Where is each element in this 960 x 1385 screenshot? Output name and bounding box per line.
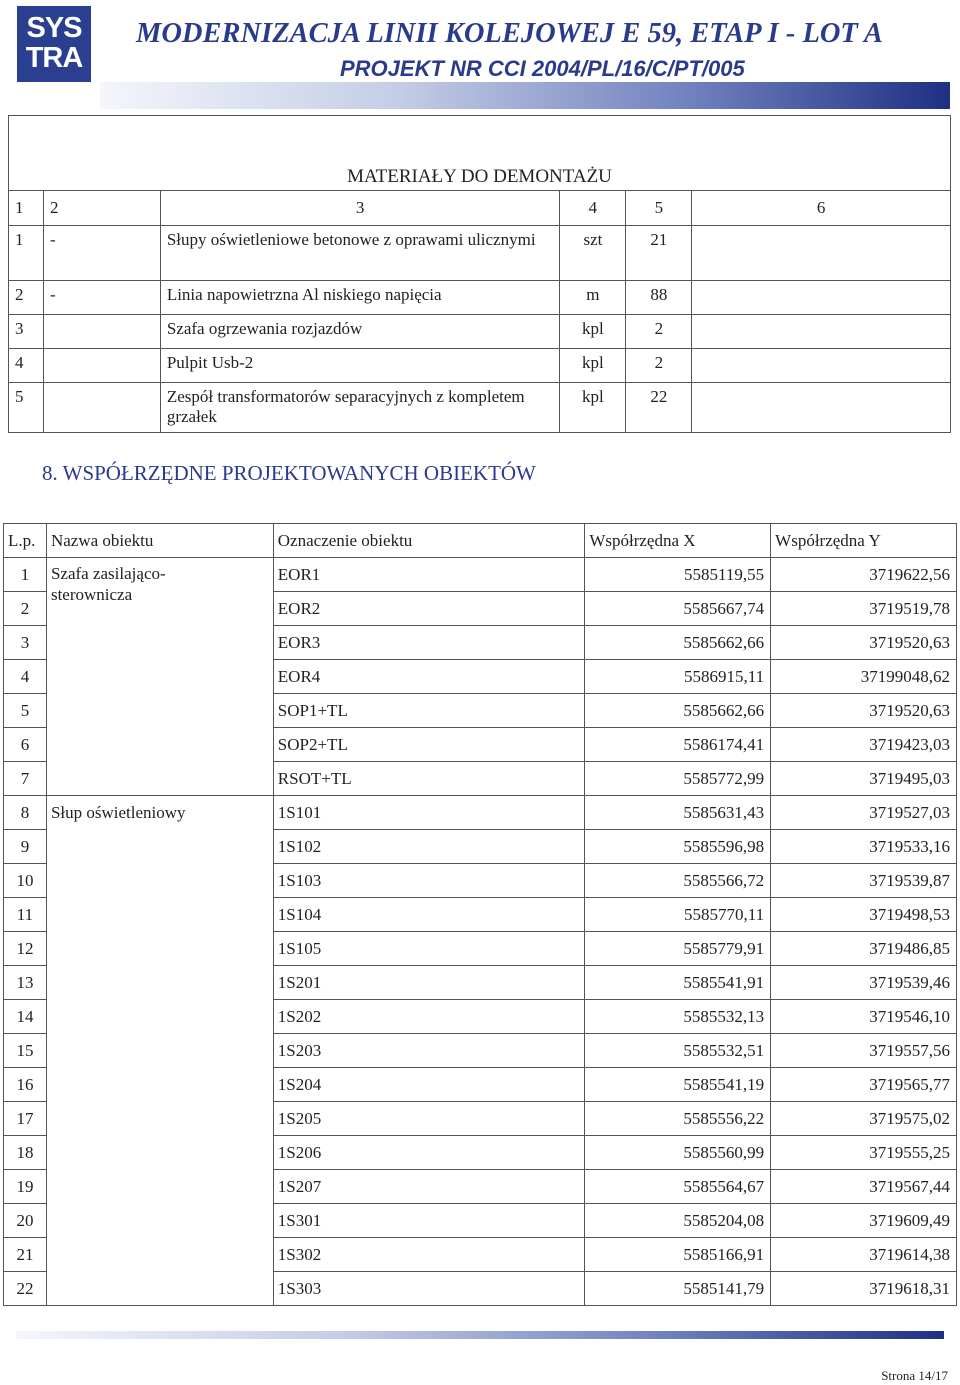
row-y: 3719495,03 bbox=[771, 762, 957, 796]
row-name: Słupy oświetleniowe betonowe z oprawami ulicznymi bbox=[160, 226, 560, 281]
row-lp: 20 bbox=[4, 1204, 47, 1238]
row-id: 1S206 bbox=[273, 1136, 585, 1170]
col-number: 6 bbox=[692, 191, 951, 226]
table-row bbox=[9, 281, 951, 315]
row-x: 5585141,79 bbox=[585, 1272, 771, 1306]
row-dash: - bbox=[43, 226, 160, 281]
row-lp: 2 bbox=[9, 281, 44, 315]
company-logo bbox=[17, 6, 91, 82]
row-lp: 18 bbox=[4, 1136, 47, 1170]
footer-gradient-band bbox=[16, 1331, 944, 1339]
row-dash bbox=[43, 383, 160, 433]
row-y: 3719423,03 bbox=[771, 728, 957, 762]
row-y: 37199048,62 bbox=[771, 660, 957, 694]
row-y: 3719520,63 bbox=[771, 694, 957, 728]
row-id: 1S303 bbox=[273, 1272, 585, 1306]
row-id: 1S203 bbox=[273, 1034, 585, 1068]
section-heading: 8. WSPÓŁRZĘDNE PROJEKTOWANYCH OBIEKTÓW bbox=[42, 461, 536, 485]
row-lp: 21 bbox=[4, 1238, 47, 1272]
row-id: RSOT+TL bbox=[273, 762, 585, 796]
row-id: 1S102 bbox=[273, 830, 585, 864]
row-x: 5585772,99 bbox=[585, 762, 771, 796]
row-id: 1S302 bbox=[273, 1238, 585, 1272]
row-y: 3719520,63 bbox=[771, 626, 957, 660]
row-y: 3719486,85 bbox=[771, 932, 957, 966]
row-lp: 5 bbox=[4, 694, 47, 728]
row-x: 5586915,11 bbox=[585, 660, 771, 694]
row-lp: 4 bbox=[4, 660, 47, 694]
row-x: 5585566,72 bbox=[585, 864, 771, 898]
object-name-group2 bbox=[46, 796, 273, 1306]
row-x: 5585532,13 bbox=[585, 1000, 771, 1034]
row-lp: 12 bbox=[4, 932, 47, 966]
row-id: 1S101 bbox=[273, 796, 585, 830]
row-x: 5585541,19 bbox=[585, 1068, 771, 1102]
row-x: 5585541,91 bbox=[585, 966, 771, 1000]
row-x: 5585667,74 bbox=[585, 592, 771, 626]
row-unit: kpl bbox=[560, 383, 626, 433]
row-dash bbox=[43, 349, 160, 383]
header-gradient-band bbox=[100, 82, 950, 109]
row-lp: 16 bbox=[4, 1068, 47, 1102]
header-x: Współrzędna X bbox=[585, 524, 771, 558]
row-lp: 19 bbox=[4, 1170, 47, 1204]
row-y: 3719575,02 bbox=[771, 1102, 957, 1136]
col-number: 3 bbox=[160, 191, 560, 226]
row-unit: m bbox=[560, 281, 626, 315]
col-number: 4 bbox=[560, 191, 626, 226]
header-lp: L.p. bbox=[4, 524, 47, 558]
row-id: EOR2 bbox=[273, 592, 585, 626]
col-number: 2 bbox=[43, 191, 160, 226]
row-id: 1S202 bbox=[273, 1000, 585, 1034]
row-id: 1S205 bbox=[273, 1102, 585, 1136]
row-id: 1S105 bbox=[273, 932, 585, 966]
table-header-row bbox=[4, 524, 957, 558]
col-number: 5 bbox=[626, 191, 692, 226]
row-id: 1S103 bbox=[273, 864, 585, 898]
row-y: 3719567,44 bbox=[771, 1170, 957, 1204]
row-lp: 10 bbox=[4, 864, 47, 898]
row-lp: 22 bbox=[4, 1272, 47, 1306]
row-y: 3719539,46 bbox=[771, 966, 957, 1000]
row-lp: 9 bbox=[4, 830, 47, 864]
row-unit: kpl bbox=[560, 315, 626, 349]
logo-line2: TRA bbox=[25, 42, 83, 74]
column-numbers-row bbox=[9, 191, 951, 226]
table-row bbox=[9, 383, 951, 433]
row-id: 1S201 bbox=[273, 966, 585, 1000]
row-x: 5585166,91 bbox=[585, 1238, 771, 1272]
object-name: Szafa zasilająco-sterownicza bbox=[50, 564, 166, 604]
page-number: Strona 14/17 bbox=[881, 1368, 948, 1383]
row-id: EOR4 bbox=[273, 660, 585, 694]
row-y: 3719527,03 bbox=[771, 796, 957, 830]
row-x: 5585770,11 bbox=[585, 898, 771, 932]
row-dash: - bbox=[43, 281, 160, 315]
table-row bbox=[9, 315, 951, 349]
row-x: 5585564,67 bbox=[585, 1170, 771, 1204]
materials-title: MATERIAŁY DO DEMONTAŻU bbox=[9, 116, 951, 191]
object-name: Słup oświetleniowy bbox=[50, 803, 186, 822]
row-x: 5585204,08 bbox=[585, 1204, 771, 1238]
row-x: 5585779,91 bbox=[585, 932, 771, 966]
row-lp: 1 bbox=[4, 558, 47, 592]
row-y: 3719498,53 bbox=[771, 898, 957, 932]
row-x: 5585662,66 bbox=[585, 694, 771, 728]
row-x: 5586174,41 bbox=[585, 728, 771, 762]
row-qty: 2 bbox=[626, 315, 692, 349]
object-name-group1 bbox=[46, 558, 273, 796]
row-lp: 13 bbox=[4, 966, 47, 1000]
row-name: Zespół transformatorów separacyjnych z kompletem grzałek bbox=[160, 383, 560, 433]
table-row bbox=[4, 558, 957, 592]
materials-table bbox=[8, 115, 951, 433]
row-lp: 6 bbox=[4, 728, 47, 762]
row-y: 3719622,56 bbox=[771, 558, 957, 592]
row-y: 3719618,31 bbox=[771, 1272, 957, 1306]
row-lp: 11 bbox=[4, 898, 47, 932]
logo-line1: SYS bbox=[26, 12, 82, 44]
row-name: Szafa ogrzewania rozjazdów bbox=[160, 315, 560, 349]
row-x: 5585596,98 bbox=[585, 830, 771, 864]
row-lp: 3 bbox=[9, 315, 44, 349]
row-y: 3719555,25 bbox=[771, 1136, 957, 1170]
col-number: 1 bbox=[9, 191, 44, 226]
row-x: 5585532,51 bbox=[585, 1034, 771, 1068]
row-lp: 3 bbox=[4, 626, 47, 660]
row-name: Linia napowietrzna Al niskiego napięcia bbox=[160, 281, 560, 315]
row-id: EOR3 bbox=[273, 626, 585, 660]
row-id: SOP2+TL bbox=[273, 728, 585, 762]
row-id: 1S207 bbox=[273, 1170, 585, 1204]
row-x: 5585631,43 bbox=[585, 796, 771, 830]
row-x: 5585560,99 bbox=[585, 1136, 771, 1170]
row-lp: 8 bbox=[4, 796, 47, 830]
coordinates-table bbox=[3, 523, 957, 1306]
row-qty: 22 bbox=[626, 383, 692, 433]
header-id: Oznaczenie obiektu bbox=[273, 524, 585, 558]
row-id: EOR1 bbox=[273, 558, 585, 592]
header-y: Współrzędna Y bbox=[771, 524, 957, 558]
table-row bbox=[9, 349, 951, 383]
row-y: 3719609,49 bbox=[771, 1204, 957, 1238]
row-y: 3719565,77 bbox=[771, 1068, 957, 1102]
row-y: 3719533,16 bbox=[771, 830, 957, 864]
row-lp: 17 bbox=[4, 1102, 47, 1136]
row-y: 3719519,78 bbox=[771, 592, 957, 626]
table-row bbox=[9, 226, 951, 281]
row-qty: 88 bbox=[626, 281, 692, 315]
row-qty: 21 bbox=[626, 226, 692, 281]
row-unit: szt bbox=[560, 226, 626, 281]
row-lp: 5 bbox=[9, 383, 44, 433]
row-lp: 2 bbox=[4, 592, 47, 626]
row-id: 1S301 bbox=[273, 1204, 585, 1238]
row-qty: 2 bbox=[626, 349, 692, 383]
row-lp: 15 bbox=[4, 1034, 47, 1068]
row-y: 3719539,87 bbox=[771, 864, 957, 898]
row-dash bbox=[43, 315, 160, 349]
row-x: 5585556,22 bbox=[585, 1102, 771, 1136]
document-title: MODERNIZACJA LINII KOLEJOWEJ E 59, ETAP I - LOT A bbox=[136, 18, 883, 49]
project-number: PROJEKT NR CCI 2004/PL/16/C/PT/005 bbox=[340, 56, 745, 81]
row-x: 5585119,55 bbox=[585, 558, 771, 592]
row-y: 3719614,38 bbox=[771, 1238, 957, 1272]
row-unit: kpl bbox=[560, 349, 626, 383]
row-lp: 7 bbox=[4, 762, 47, 796]
row-id: 1S204 bbox=[273, 1068, 585, 1102]
header-name: Nazwa obiektu bbox=[46, 524, 273, 558]
row-lp: 14 bbox=[4, 1000, 47, 1034]
row-name: Pulpit Usb-2 bbox=[160, 349, 560, 383]
row-id: 1S104 bbox=[273, 898, 585, 932]
table-row bbox=[4, 796, 957, 830]
row-y: 3719557,56 bbox=[771, 1034, 957, 1068]
row-id: SOP1+TL bbox=[273, 694, 585, 728]
row-lp: 1 bbox=[9, 226, 44, 281]
row-lp: 4 bbox=[9, 349, 44, 383]
row-y: 3719546,10 bbox=[771, 1000, 957, 1034]
row-x: 5585662,66 bbox=[585, 626, 771, 660]
